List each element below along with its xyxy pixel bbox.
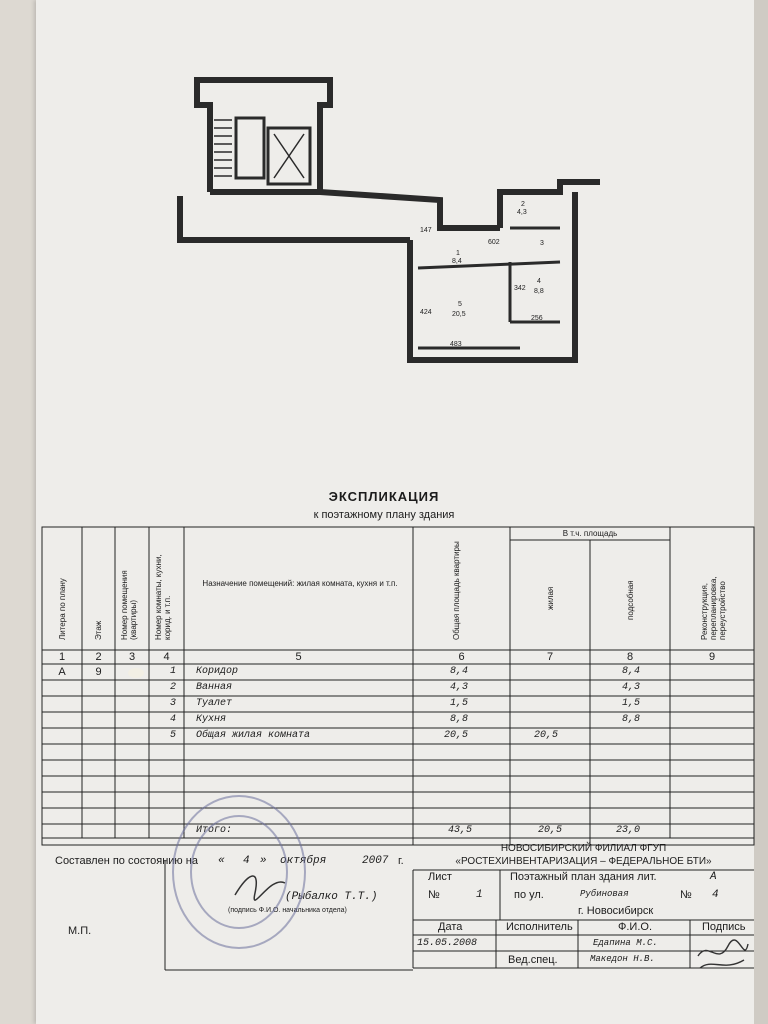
state-q1: «	[218, 855, 225, 867]
room-3-label: 3	[540, 240, 544, 247]
header-apartment: Номер помещения (квартиры)	[120, 570, 138, 640]
header-floor: Этаж	[94, 620, 103, 640]
document-title: ЭКСПЛИКАЦИЯ	[328, 489, 440, 504]
date-label: Дата	[438, 921, 463, 933]
state-prefix: Составлен по состоянию на	[55, 855, 198, 867]
row-aux: 1,5	[622, 698, 641, 709]
state-year: 2007	[362, 855, 389, 867]
room-2-label: 2	[521, 201, 525, 208]
col-num-8: 8	[626, 651, 634, 663]
state-q2: »	[260, 855, 267, 867]
executor-label: Исполнитель	[506, 921, 573, 933]
fio-label: Ф.И.О.	[618, 921, 652, 933]
state-suffix: г.	[398, 855, 404, 867]
row-aux: 8,4	[622, 666, 641, 677]
col-num-3: 3	[128, 651, 136, 663]
header-total-area: Общая площадь квартиры	[452, 541, 461, 640]
signoff-date: 15.05.2008	[417, 938, 478, 949]
row-name: Общая жилая комната	[196, 730, 311, 741]
header-aux: подсобная	[626, 580, 635, 620]
row-number: 2	[170, 682, 177, 693]
row-total: 8,4	[450, 666, 469, 677]
chief-caption: (подпись Ф.И.О. начальника отдела)	[228, 907, 347, 914]
spec-name: Македон Н.В.	[590, 954, 655, 964]
city: г. Новосибирск	[578, 905, 654, 917]
totals-aux: 23,0	[616, 825, 641, 836]
room-4-area: 8,8	[534, 288, 544, 295]
mp-label: М.П.	[68, 925, 92, 937]
row-name: Ванная	[196, 682, 233, 693]
bti-line-2: «РОСТЕХИНВЕНТАРИЗАЦИЯ – ФЕДЕРАЛЬНОЕ БТИ»	[455, 856, 712, 867]
row-total: 20,5	[444, 730, 469, 741]
executor-name: Едапина М.С.	[593, 938, 658, 948]
header-purpose: Назначение помещений: жилая комната, кухня и т.п.	[202, 579, 398, 588]
row-total: 8,8	[450, 714, 469, 725]
cell-litera: А	[58, 666, 66, 678]
dim-342: 342	[514, 285, 526, 292]
col-num-2: 2	[95, 651, 102, 663]
sheet-no: 1	[476, 889, 483, 901]
sheet-no-label: №	[428, 889, 440, 901]
street-name: Рубиновая	[580, 889, 629, 899]
col-num-6: 6	[458, 651, 465, 663]
dim-602: 602	[488, 239, 500, 246]
room-1-label: 1	[456, 250, 460, 257]
row-name: Коридор	[196, 666, 239, 677]
street-label: по ул.	[514, 889, 544, 901]
col-num-9: 9	[708, 651, 716, 663]
signature-label: Подпись	[702, 921, 746, 933]
row-number: 1	[170, 666, 177, 677]
row-number: 4	[170, 714, 177, 725]
room-4-label: 4	[537, 278, 541, 285]
header-living: жилая	[546, 586, 555, 610]
row-name: Кухня	[196, 714, 227, 725]
row-number: 3	[170, 698, 177, 709]
state-day: 4	[243, 855, 250, 867]
document-subtitle: к поэтажному плану здания	[313, 509, 455, 521]
sheet-label: Лист	[428, 871, 452, 883]
row-aux: 8,8	[622, 714, 641, 725]
row-total: 1,5	[450, 698, 469, 709]
col-num-7: 7	[546, 651, 554, 663]
state-month: октября	[280, 855, 327, 867]
row-aux: 4,3	[622, 682, 641, 693]
spec-label: Вед.спец.	[508, 954, 558, 966]
house-no-label: №	[680, 889, 692, 901]
row-living: 20,5	[534, 730, 559, 741]
totals-label: Итого:	[196, 825, 233, 836]
dim-424: 424	[420, 309, 432, 316]
chief-name: (Рыбалко Т.Т.)	[285, 891, 378, 903]
row-number: 5	[170, 730, 177, 741]
redaction-blot	[128, 668, 144, 678]
header-litera: Литера по плану	[58, 578, 67, 640]
official-seal-inner	[190, 815, 288, 929]
header-reconstruction: Реконструкция, перепланировка, переустройство	[700, 576, 727, 640]
executor-signature	[694, 936, 752, 976]
row-total: 4,3	[450, 682, 469, 693]
room-2-area: 4,3	[517, 209, 527, 216]
row-name: Туалет	[196, 698, 233, 709]
col-num-5: 5	[295, 651, 302, 663]
dim-147: 147	[420, 227, 432, 234]
dim-483: 483	[450, 341, 462, 348]
cell-floor: 9	[95, 666, 102, 678]
totals-living: 20,5	[538, 825, 563, 836]
plan-title-text: Поэтажный план здания лит.	[510, 871, 657, 883]
header-room-number: Номер комнаты, кухни, корид. и т.п.	[154, 554, 172, 640]
room-5-area: 20,5	[452, 311, 466, 318]
room-1-area: 8,4	[452, 258, 462, 265]
house-no: 4	[712, 889, 719, 901]
totals-total: 43,5	[448, 825, 473, 836]
room-5-label: 5	[458, 301, 462, 308]
header-area-group: В т.ч. площадь	[562, 529, 618, 538]
dim-256: 256	[531, 315, 543, 322]
col-num-4: 4	[163, 651, 170, 663]
bti-line-1: НОВОСИБИРСКИЙ ФИЛИАЛ ФГУП	[500, 843, 667, 854]
col-num-1: 1	[58, 651, 66, 663]
plan-litera: А	[710, 871, 717, 883]
